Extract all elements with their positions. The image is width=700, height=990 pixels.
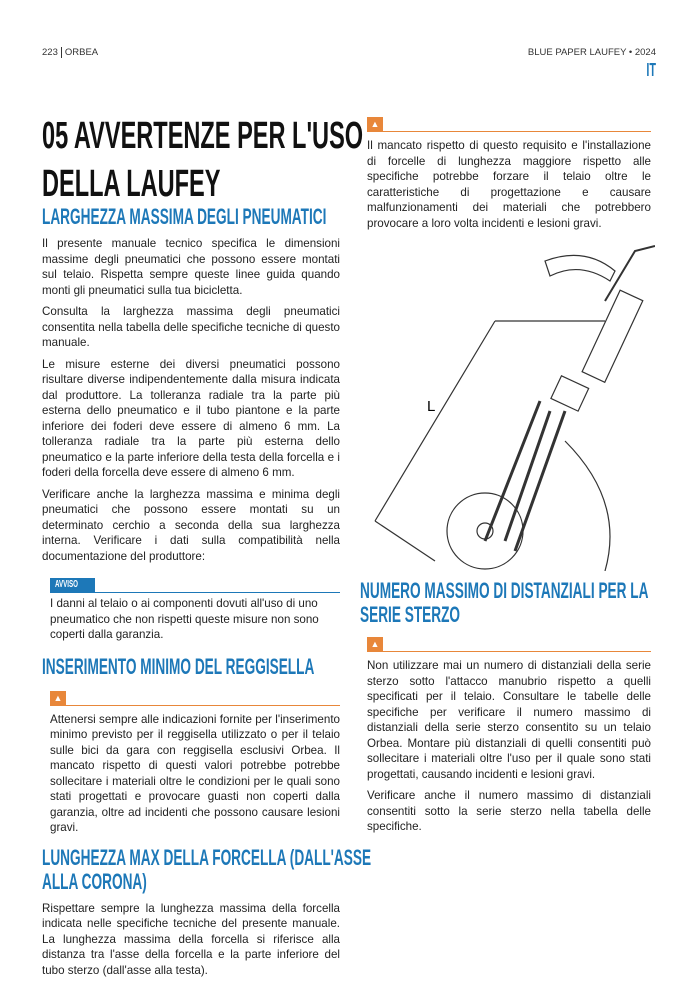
section-heading [42, 655, 340, 679]
language-label: IT [646, 60, 656, 80]
header-divider [61, 47, 62, 58]
section-heading [42, 205, 340, 229]
title-line: 05 AVVERTENZE PER L'USO [42, 115, 364, 157]
right-column [360, 117, 651, 841]
warning-icon: ▲ [50, 691, 66, 705]
paragraph: Verificare anche il numero massimo di distanziali consentiti sotto la serie sterzo nella tabella delle specifiche. [367, 789, 651, 833]
paragraph: Verificare anche la larghezza massima e minima degli pneumatici che possono essere montati su un determinato cerchio a seconda della sua larghezza interna. Verificare i dati sulla compatibilità nella documentazione del produttore: [42, 487, 340, 563]
warning-bar [50, 691, 340, 706]
heading-text: LUNGHEZZA MAX DELLA FORCELLA (DALL'ASSE [42, 844, 372, 870]
dimension-line [375, 321, 495, 521]
heading-text: ALLA CORONA) [42, 868, 147, 894]
left-column [42, 112, 372, 984]
dimension-label: L [427, 398, 436, 415]
doc-title: BLUE PAPER LAUFEY • 2024 [527, 47, 656, 58]
notice-text: I danni al telaio o ai componenti dovuti all'uso di uno pneumatico che non rispetti queste misure non sono coperti dalla garanzia. [50, 597, 319, 641]
warning-bar [367, 117, 651, 132]
page-title [42, 112, 364, 205]
fork-illustration [365, 241, 655, 571]
warning-bar [367, 637, 651, 652]
notice-bar [50, 578, 340, 593]
brand: ORBEA [64, 47, 99, 58]
paragraph: Rispettare sempre la lunghezza massima della forcella indicata nelle specifiche tecniche del presente manuale. La lunghezza massima della forcella si riferisce alla distanza tra l'asse della forcella e la parte inferiore del tubo sterzo (dall'asse alla testa). [42, 901, 340, 977]
page-number: 223 [42, 47, 58, 58]
paragraph: Le misure esterne dei diversi pneumatici possono risultare diverse indipendentemente dalla misura indicata dal produttore. La tolleranza radiale tra la parte più esterna dello pneumatico e il tubo piantone e la parte inferiore dei foderi deve essere di almeno 6 mm. La tolleranza radiale tra la parte più esterna dello pneumatico e la parte inferiore della testa della forcella e i foderi della forcella deve essere di almeno 6 mm. [42, 357, 340, 479]
paragraph: Il presente manuale tecnico specifica le dimensioni massime degli pneumatici che possono essere montati sul telaio. Rispetta sempre queste linee guida quando monti gli pneumatici sulla tua bicicletta. [42, 237, 340, 297]
section-heading [42, 844, 372, 894]
heading-text: SERIE STERZO [360, 602, 461, 627]
warning-icon: ▲ [367, 117, 383, 131]
page-header-left [42, 47, 98, 58]
heading-text: NUMERO MASSIMO DI DISTANZIALI PER LA [360, 578, 649, 603]
heading-text: LARGHEZZA MASSIMA DEGLI PNEUMATICI [42, 204, 327, 229]
section-heading [360, 579, 651, 627]
warning-text: Non utilizzare mai un numero di distanziali della serie sterzo sotto l'attacco manubrio rispetto a quelli specificati per il telaio. Consultare le tabelle delle specifiche per verificare il numero massimo di distanziali della serie sterzo consentito su un telaio Orbea. Montare più distanziali di quelli consentiti può sollecitare i materiali oltre l'uso per il quale sono stati progettati, causando incidenti e lesioni gravi. [367, 659, 651, 781]
warning-text: Il mancato rispetto di questo requisito e l'installazione di forcelle di lunghezza maggiore rispetto alle specifiche potrebbe forzare il telaio oltre le caratteristiche di progettazione e causare malfunzionamenti dei materiali che potrebbero provocare a loro volta incidenti e lesioni gravi. [367, 139, 651, 230]
paragraph: Consulta la larghezza massima degli pneumatici consentita nella tabella delle specifiche tecniche di questo manuale. [42, 305, 340, 349]
warning-icon: ▲ [367, 637, 383, 651]
notice-label: AVVISO [55, 579, 78, 590]
heading-text: INSERIMENTO MINIMO DEL REGGISELLA [42, 653, 315, 679]
title-line: DELLA LAUFEY [42, 163, 221, 205]
warning-text: Attenersi sempre alle indicazioni fornite per l'inserimento minimo previsto per il reggisella utilizzato o per il telaio sulle bici da gara con reggisella esclusivi Orbea. Il mancato rispetto di questi valori potrebbe potrebbe sollecitare i materiali oltre le condizioni per le quali sono stati progettati e provocare guasti non coperti dalla garanzia, oltre ad incidenti che possono causare lesioni gravi. [50, 712, 340, 834]
